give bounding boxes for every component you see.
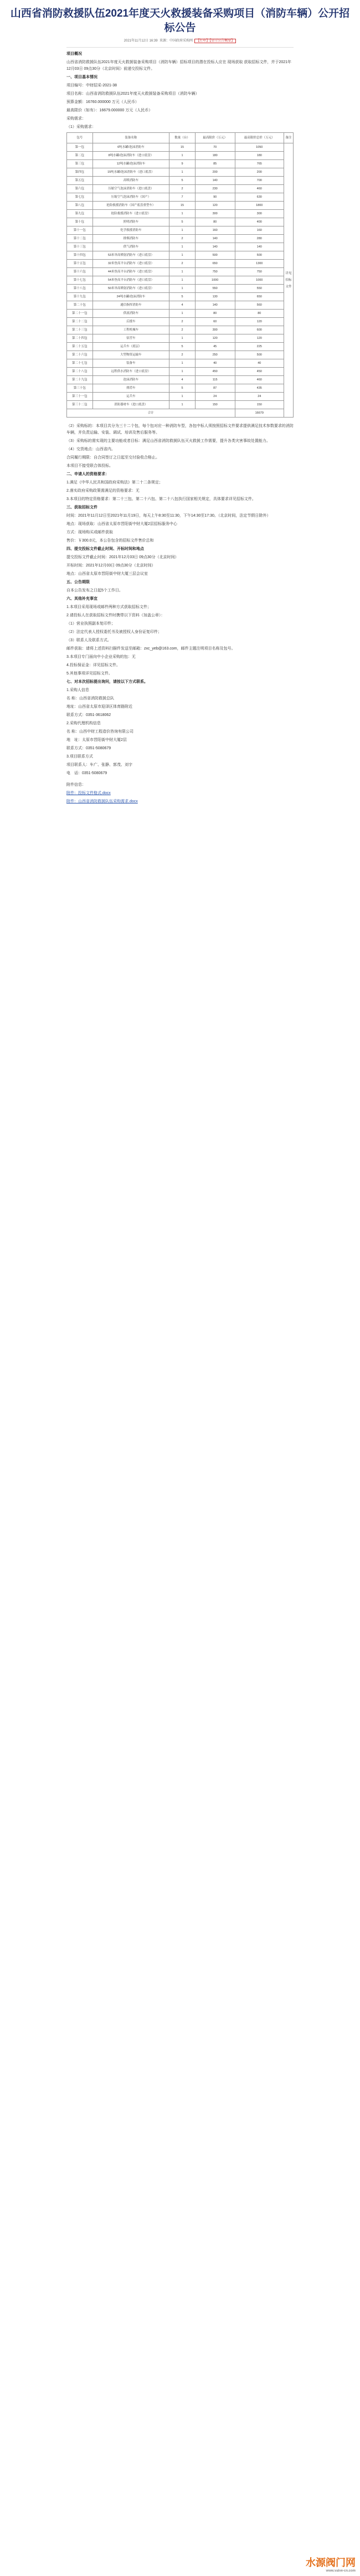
table-cell: 1800 [235, 202, 284, 210]
opening-place: 地点：山西省太原市晋阳街中财大厦三层会议室 [66, 572, 148, 576]
table-cell: 45 [195, 343, 235, 351]
table-row [67, 384, 294, 393]
table-cell: 第十五包 [67, 260, 93, 268]
table-cell: 225 [235, 343, 284, 351]
table-cell: 照明消防车 [92, 218, 169, 226]
divider [66, 47, 294, 48]
table-cell: 2 [169, 318, 196, 326]
table-cell: 50米举高喷射消防车（进口底盘） [92, 285, 169, 293]
table-cell: 通信指挥消防车 [92, 301, 169, 310]
table-cell: 435 [235, 384, 284, 393]
table-cell: 15 [169, 143, 196, 152]
table-cell: 第八包 [67, 202, 93, 210]
table-cell: 第二十五包 [67, 343, 93, 351]
table-cell: 第十八包 [67, 285, 93, 293]
section-1-title: 一、项目基本情况 [66, 75, 97, 79]
table-cell: 1000 [195, 276, 235, 285]
total-value: 16679 [235, 409, 284, 418]
table-cell: 第十九包 [67, 293, 93, 301]
table-cell: 第二十六包 [67, 351, 93, 359]
contract-period: 合同履行期限：自合同签订之日起至交付验收合格止。 [66, 456, 160, 460]
table-cell: 第七包 [67, 193, 93, 202]
table-cell: 90 [195, 193, 235, 202]
table-row [67, 285, 294, 293]
contact-9: 3.项目联系方式 [66, 755, 93, 759]
budget-amount: 预算金额：16760.000000 万元（人民币） [66, 100, 139, 104]
table-cell: 180 [195, 152, 235, 160]
table-cell: 250 [195, 351, 235, 359]
attachment-link[interactable]: 附件：投标文件格式.docx [66, 791, 111, 795]
table-row [67, 168, 294, 177]
table-cell: 5 [169, 343, 196, 351]
other-9: 5.其他事项详见招标文件。 [66, 672, 112, 676]
table-cell: 120 [195, 202, 235, 210]
table-row [67, 235, 294, 243]
table-cell: 500 [235, 251, 284, 260]
table-row [67, 301, 294, 310]
table-cell: 700 [235, 177, 284, 185]
table-cell: 第二十包 [67, 301, 93, 310]
section-4-title: 四、提交投标文件截止时间、开标时间和地点 [66, 547, 144, 551]
other-3: （1）营业执照副本复印件； [66, 622, 115, 626]
table-cell: 32米登高平台消防车（进口底盘） [92, 260, 169, 268]
table-header: 最高限价总价（万元） [235, 133, 284, 143]
table-cell: 600 [235, 326, 284, 334]
table-cell: 150 [195, 401, 235, 409]
table-cell: 宿营车 [92, 334, 169, 343]
table-cell: 87 [195, 384, 235, 393]
table-cell: 765 [235, 160, 284, 168]
table-cell: 1 [169, 251, 196, 260]
section-7-title: 七、对本次招标提出询问，请按以下方式联系。 [66, 680, 148, 684]
article-body [66, 51, 294, 805]
table-cell: 460 [235, 185, 284, 193]
table-cell: 第十六包 [67, 268, 93, 276]
table-cell: 5 [169, 177, 196, 185]
table-cell: 400 [235, 218, 284, 226]
table-cell: 2 [169, 260, 196, 268]
watermark-url: www.valve-cn.com [326, 2569, 356, 2573]
table-cell: 抢险救援消防车（国产底盘重型车） [92, 202, 169, 210]
table-cell: 450 [195, 368, 235, 376]
table-row [67, 368, 294, 376]
table-cell: 第十七包 [67, 276, 93, 285]
table-row [67, 359, 294, 368]
table-row [67, 318, 294, 326]
table-cell: 280 [235, 235, 284, 243]
table-row [67, 343, 294, 351]
table-row [67, 210, 294, 218]
table-cell: 54米登高平台消防车（进口底盘） [92, 276, 169, 285]
table-cell: 消防器材车（进口底盘） [92, 401, 169, 409]
table-cell: 6吨水罐/泡沫消防车 [92, 143, 169, 152]
table-cell: 1000 [235, 276, 284, 285]
table-cell: 300 [195, 210, 235, 218]
publish-date: 2021年11月12日 16:39 [124, 39, 158, 43]
table-cell: 第二十一包 [67, 310, 93, 318]
table-cell: 1 [169, 285, 196, 293]
other-7: 3.本项目专门面向中小企业采购的包：无 [66, 655, 136, 659]
table-cell: 5 [169, 293, 196, 301]
table-cell: 44米登高平台消防车（进口底盘） [92, 268, 169, 276]
table-cell: 8吨水罐/泡沫消防车（进口底盘） [92, 152, 169, 160]
table-cell: 第三十二包 [67, 401, 93, 409]
table-row [67, 251, 294, 260]
table-cell: 750 [235, 268, 284, 276]
table-cell: 130 [195, 293, 235, 301]
table-cell: 560 [235, 301, 284, 310]
table-cell: 第九包 [67, 210, 93, 218]
joint-bid: 本项目不接受联合体投标。 [66, 464, 113, 468]
table-cell: 630 [235, 193, 284, 202]
table-cell: 1 [169, 310, 196, 318]
other-4: （2）法定代表人授权委托书及被授权人身份证复印件； [66, 630, 162, 634]
table-cell: 5 [169, 218, 196, 226]
table-cell: 第二十七包 [67, 359, 93, 368]
table-cell: 后援车 [92, 318, 169, 326]
other-5: （3）联系人及联系方式。 [66, 638, 111, 642]
table-cell: 80 [195, 218, 235, 226]
table-cell: 1 [169, 152, 196, 160]
table-cell: 140 [195, 301, 235, 310]
table-cell: 4 [169, 301, 196, 310]
table-cell: 2 [169, 326, 196, 334]
procurement-demand: 采购需求： [66, 117, 86, 121]
table-cell: 15 [169, 202, 196, 210]
other-8: 4.投标保证金：详见招标文件。 [66, 663, 120, 667]
table-row [67, 202, 294, 210]
table-cell: 120 [235, 318, 284, 326]
table-cell: 第二十九包 [67, 376, 93, 384]
table-body [67, 143, 294, 418]
table-row [67, 351, 294, 359]
table-cell: 15吨水罐/泡沫消防车（进口底盘） [92, 168, 169, 177]
project-number: 项目编号：中财招采-2021-38 [66, 84, 117, 87]
total-label: 合计 [67, 409, 235, 418]
max-price: 最高限价（如有）：16679.000000 万元（人民币） [66, 109, 153, 112]
table-header: 数量（台） [169, 133, 196, 143]
table-cell: 1050 [235, 143, 284, 152]
table-cell: 650 [195, 260, 235, 268]
table-cell: 1300 [235, 260, 284, 268]
table-row [67, 401, 294, 409]
table-row [67, 260, 294, 268]
site-watermark [306, 2555, 356, 2573]
table-row [67, 268, 294, 276]
table-cell: 230 [195, 185, 235, 193]
table-row [67, 160, 294, 168]
table-cell: 550 [195, 285, 235, 293]
source: 来源：中国政府采购网 [159, 39, 193, 43]
table-cell: 1 [169, 276, 196, 285]
table-cell: 2 [169, 235, 196, 243]
other-1: 1.本项目采用现场或邮件两种方式获取招标文件； [66, 605, 151, 609]
table-cell: 第二十三包 [67, 326, 93, 334]
overview-heading: 项目概况 [66, 52, 82, 56]
table-cell: 第六包 [67, 185, 93, 193]
table-cell: 1 [169, 243, 196, 251]
table-header: 最高限价（万元） [195, 133, 235, 143]
table-cell: 70 [195, 143, 235, 152]
table-cell: 泡沫消防车 [92, 376, 169, 384]
contact-10: 项目联系人：车广、张静、郭茂、刘宇 [66, 763, 132, 767]
notice-period: 自本公告发布之日起5个工作日。 [66, 589, 123, 593]
table-cell: 第十二包 [67, 235, 93, 243]
table-row [67, 143, 294, 152]
obtain-method: 方式：现场购买或邮件获取 [66, 530, 113, 534]
contact-2: 名 称：山西省消防救援总队 [66, 697, 114, 700]
table-cell: 远程供水消防车（进口底盘） [92, 368, 169, 376]
table-cell: 装备车 [92, 359, 169, 368]
table-cell: 排烟消防车 [92, 235, 169, 243]
table-cell: 500 [195, 251, 235, 260]
table-cell: 第一包 [67, 143, 93, 152]
table-cell: 450 [235, 368, 284, 376]
attachments-title: 附件信息： [66, 783, 86, 787]
table-cell: 1 [169, 168, 196, 177]
table-cell: 12吨水罐/泡沫消防车 [92, 160, 169, 168]
table-row [67, 276, 294, 285]
table-cell: 200 [195, 168, 235, 177]
contact-4: 联系方式：0351-3618062 [66, 713, 111, 717]
table-cell: 第三十包 [67, 384, 93, 393]
print-link[interactable]: 【打印】【显示公告概要】 [194, 39, 236, 43]
contact-8: 联系方式：0351-5080679 [66, 746, 111, 750]
qualification-2: 2.落实政府采购政策需满足的资格要求：无 [66, 489, 140, 493]
table-cell: 180 [235, 152, 284, 160]
table-cell: 高喷消防车 [92, 177, 169, 185]
deadline: 提交投标文件截止时间：2021年12月03日 09点30分（北京时间） [66, 555, 179, 559]
table-cell: 压缩空气泡沫消防车（进口底盘） [92, 185, 169, 193]
article-meta [0, 38, 360, 43]
table-cell: 460 [235, 376, 284, 384]
table-row [67, 226, 294, 235]
table-row [67, 152, 294, 160]
table-cell: 1 [169, 226, 196, 235]
table-cell: 第十一包 [67, 226, 93, 235]
table-cell: 40 [195, 359, 235, 368]
table-cell: 80 [195, 310, 235, 318]
table-cell: 1 [169, 368, 196, 376]
table-row [67, 293, 294, 301]
table-cell: 24 [195, 393, 235, 401]
table-cell: 第三包 [67, 160, 93, 168]
table-cell: 大型物资运输车 [92, 351, 169, 359]
table-cell: 24吨水罐/泡沫消防车 [92, 293, 169, 301]
package-table [66, 132, 294, 418]
table-cell: 300 [235, 210, 284, 218]
table-row [67, 376, 294, 384]
table-cell: 140 [195, 235, 235, 243]
table-cell: 供液消防车 [92, 310, 169, 318]
contact-11: 电 话：0351-5080679 [66, 771, 107, 775]
table-cell: 1 [169, 401, 196, 409]
table-row [67, 218, 294, 226]
table-cell: 第三十一包 [67, 393, 93, 401]
requirement-2: （2）采购标的：本项目共分为三十二个包，每个包对应一种消防车型，各包中标人须按照招标文件要求提供满足技术参数要求的消防车辆，并负责运输、安装、调试、培训及售后服务等。 [66, 424, 294, 435]
table-cell: 供气消防车 [92, 243, 169, 251]
overview-text: 山西省消防救援队伍2021年度天火救援装备采购项目（消防车辆）招标项目的潜在投标人应在 现场获取 获取招标文件，并于2021年12月03日 09点30分（北京时间）前递交投标文件。 [66, 60, 292, 71]
table-cell: 140 [235, 243, 284, 251]
other-2: 2.请投标人在获取招标文件时携带以下资料（加盖公章）： [66, 614, 165, 617]
table-row [67, 310, 294, 318]
obtain-place: 地点：现场获取：山西省太原市晋阳街中财大厦2层招标服务中心 [66, 522, 177, 526]
table-total-row [67, 409, 294, 418]
table-header: 包号 [67, 133, 93, 143]
table-cell: 9 [169, 160, 196, 168]
table-header: 备注 [284, 133, 294, 143]
table-cell: 650 [235, 293, 284, 301]
project-name: 项目名称：山西省消防救援队伍2021年度天火救援装备采购项目（消防车辆） [66, 92, 199, 96]
table-cell: 第二十二包 [67, 318, 93, 326]
table-cell: 120 [195, 334, 235, 343]
table-cell: 53米举高喷射消防车（进口底盘） [92, 251, 169, 260]
table-cell: 200 [235, 168, 284, 177]
procurement-demand-1: （1）采购需求： [66, 125, 96, 129]
section-2-title: 二、申请人的资格要求： [66, 472, 109, 476]
table-cell: 1 [169, 268, 196, 276]
table-cell: 2 [169, 185, 196, 193]
table-row [67, 326, 294, 334]
table-cell: 第十三包 [67, 243, 93, 251]
requirement-3: （3）采购标的需实现的主要功能或者目标：满足山西省消防救援队伍灭火救援工作需要，提升各类灾害事故处置能力。 [66, 439, 270, 443]
table-cell: 1 [169, 334, 196, 343]
table-cell: 80 [235, 310, 284, 318]
table-cell: 60 [195, 318, 235, 326]
table-row [67, 177, 294, 185]
table-cell: 24 [235, 393, 284, 401]
table-cell: 1 [169, 210, 196, 218]
table-header-row [67, 133, 294, 143]
table-cell: 4 [169, 376, 196, 384]
qualification-1: 1.满足《中华人民共和国政府采购法》第二十二条规定； [66, 481, 163, 485]
table-row [67, 393, 294, 401]
table-cell: 500 [235, 351, 284, 359]
page-title: 山西省消防救援队伍2021年度天火救援装备采购项目（消防车辆）公开招标公告 [10, 8, 350, 34]
table-cell: 300 [195, 326, 235, 334]
contact-7: 地 址：太原市晋阳街中财大厦2层 [66, 738, 127, 742]
obtain-price: 售价：￥300.0元，本公告包含的招标文件售价总和 [66, 539, 154, 543]
table-cell: 5 [169, 384, 196, 393]
table-cell: 550 [235, 285, 284, 293]
obtain-time: 时间：2021年11月12日至2021年11月19日，每天上午8:30至11:30，下午14:30至17:30。（北京时间，法定节假日除外） [66, 514, 271, 518]
table-cell: 抢险救援消防车（进口底盘） [92, 210, 169, 218]
table-cell: 160 [195, 226, 235, 235]
section-3-title: 三、获取招标文件 [66, 506, 97, 509]
table-cell: 排涝车 [92, 384, 169, 393]
remark-cell: 详见招标文件 [284, 143, 294, 418]
table-cell: 工程机械车 [92, 326, 169, 334]
table-cell: 1 [169, 359, 196, 368]
table-cell: 115 [195, 376, 235, 384]
table-cell: 40 [235, 359, 284, 368]
contact-1: 1.采购人信息 [66, 688, 89, 692]
contact-5: 2.采购代理机构信息 [66, 722, 101, 725]
table-cell: 85 [195, 160, 235, 168]
table-cell: 750 [195, 268, 235, 276]
table-row [67, 243, 294, 251]
section-6-title: 六、其他补充事宜 [66, 597, 97, 601]
table-cell: 第五包 [67, 177, 93, 185]
table-cell: 第二十八包 [67, 368, 93, 376]
table-cell: 120 [235, 334, 284, 343]
watermark-text: 水源阀门网 [306, 2557, 356, 2568]
table-row [67, 185, 294, 193]
requirement-4: （4）交货地点：山西省内。 [66, 447, 115, 451]
table-cell: 化学救援消防车 [92, 226, 169, 235]
qualification-3: 3.本项目的特定资格要求：第二十三包、第二十六包、第二十八包执行国家相关规定，具体要求详见招标文件。 [66, 497, 256, 501]
table-cell: 运兵车 [92, 393, 169, 401]
table-cell: 7 [169, 193, 196, 202]
attachment-link[interactable]: 附件：山西省消防救援队伍采购需求.docx [66, 800, 138, 803]
contact-6: 名 称：山西中财工程造价咨询有限公司 [66, 730, 133, 734]
table-header: 装备名称 [92, 133, 169, 143]
contact-3: 地址：山西省太原市迎泽区体育路附近 [66, 705, 132, 709]
table-cell: 160 [235, 226, 284, 235]
section-5-title: 五、公告期限 [66, 580, 90, 584]
table-cell: 140 [195, 243, 235, 251]
table-cell: 运兵车（底层） [92, 343, 169, 351]
table-cell: 第十包 [67, 218, 93, 226]
table-cell: 150 [235, 401, 284, 409]
table-cell: 第二包 [67, 152, 93, 160]
table-cell: 第十四包 [67, 251, 93, 260]
table-cell: 压缩空气泡沫消防车（国产） [92, 193, 169, 202]
table-cell: 第二十四包 [67, 334, 93, 343]
opening-time: 开标时间：2021年12月03日 09点30分（北京时间） [66, 564, 156, 568]
table-cell: 第四包 [67, 168, 93, 177]
table-cell: 2 [169, 351, 196, 359]
table-cell: 140 [195, 177, 235, 185]
table-row [67, 193, 294, 202]
table-cell: 1 [169, 393, 196, 401]
other-6: 邮件获取：请将上述资料扫描件发送至邮箱：zxc_yeb@163.com，邮件主题注明项目名称及包号。 [66, 647, 235, 651]
table-row [67, 334, 294, 343]
